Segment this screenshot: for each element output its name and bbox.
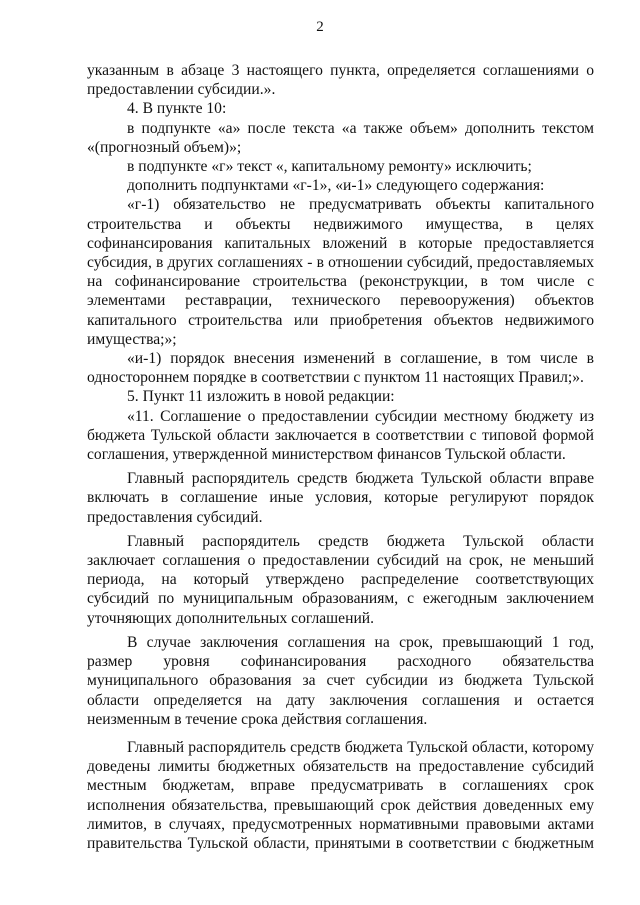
paragraph-continuation: указанным в абзаце 3 настоящего пункта, определяется соглашениями о предоставлении субсидии.». [87,62,594,99]
page-number: 2 [316,19,324,35]
paragraph-agreement-term: Главный распорядитель средств бюджета Тульской области заключает соглашения о предоставлении субсидий на срок, не меньший периода, на который утверждено распределение соответствующих субсидий по муниципальным образованиям, с ежегодным заключением уточняющих дополнительных соглашений. [87,532,594,627]
document-body [87,61,594,853]
paragraph-subitem-a: в подпункте «а» после текста «а также объем» дополнить текстом «(прогнозный объем)»; [87,119,594,156]
paragraph-item-4: 4. В пункте 10: [127,100,227,118]
paragraph-subitem-g1: «г-1) обязательство не предусматривать объекты капитального строительства и объекты недвижимого имущества, в целях софинансирования капитальных вложений в которые предоставляется субсидия, в других соглашениях - в отношении субсидий, предоставляемых на софинансирование строительства (реконструкции, в том числе с элементами реставрации, технического перевооружения) объектов капитального строительства или приобретения объектов недвижимого имущества;»; [87,196,594,348]
paragraph-point-11: «11. Соглашение о предоставлении субсидии местному бюджету из бюджета Тульской области заключается в соответствии с типовой формой соглашения, утвержденной министерством финансов Тульской области. [87,407,594,464]
paragraph-item-5: 5. Пункт 11 изложить в новой редакции: [127,388,395,406]
paragraph-subitem-g: в подпункте «г» текст «, капитальному ремонту» исключить; [127,158,532,176]
paragraph-subitem-i1: «и-1) порядок внесения изменений в соглашение, в том числе в одностороннем порядке в соответствии с пунктом 11 настоящих Правил;». [87,350,594,387]
paragraph-additional-conditions: Главный распорядитель средств бюджета Тульской области вправе включать в соглашение иные условия, которые регулируют порядок предоставления субсидий. [87,470,594,526]
paragraph-cofinancing-level: В случае заключения соглашения на срок, превышающий 1 год, размер уровня софинансирования расходного обязательства муниципального образования за счет субсидии из бюджета Тульской области определяется на дату заключения соглашения и остается неизменным в течение срока действия соглашения. [87,633,594,728]
paragraph-add-subitems: дополнить подпунктами «г-1», «и-1» следующего содержания: [127,177,545,195]
paragraph-budget-limits: Главный распорядитель средств бюджета Тульской области, которому доведены лимиты бюджетных обязательств на предоставление субсидий местным бюджетам, вправе предусматривать в соглашениях срок исполнения обязательства, превышающий срок действия доведенных ему лимитов, в случаях, предусмотренных нормативными правовыми актами правительства Тульской области, принятыми в соответствии с бюджетным [87,738,594,852]
